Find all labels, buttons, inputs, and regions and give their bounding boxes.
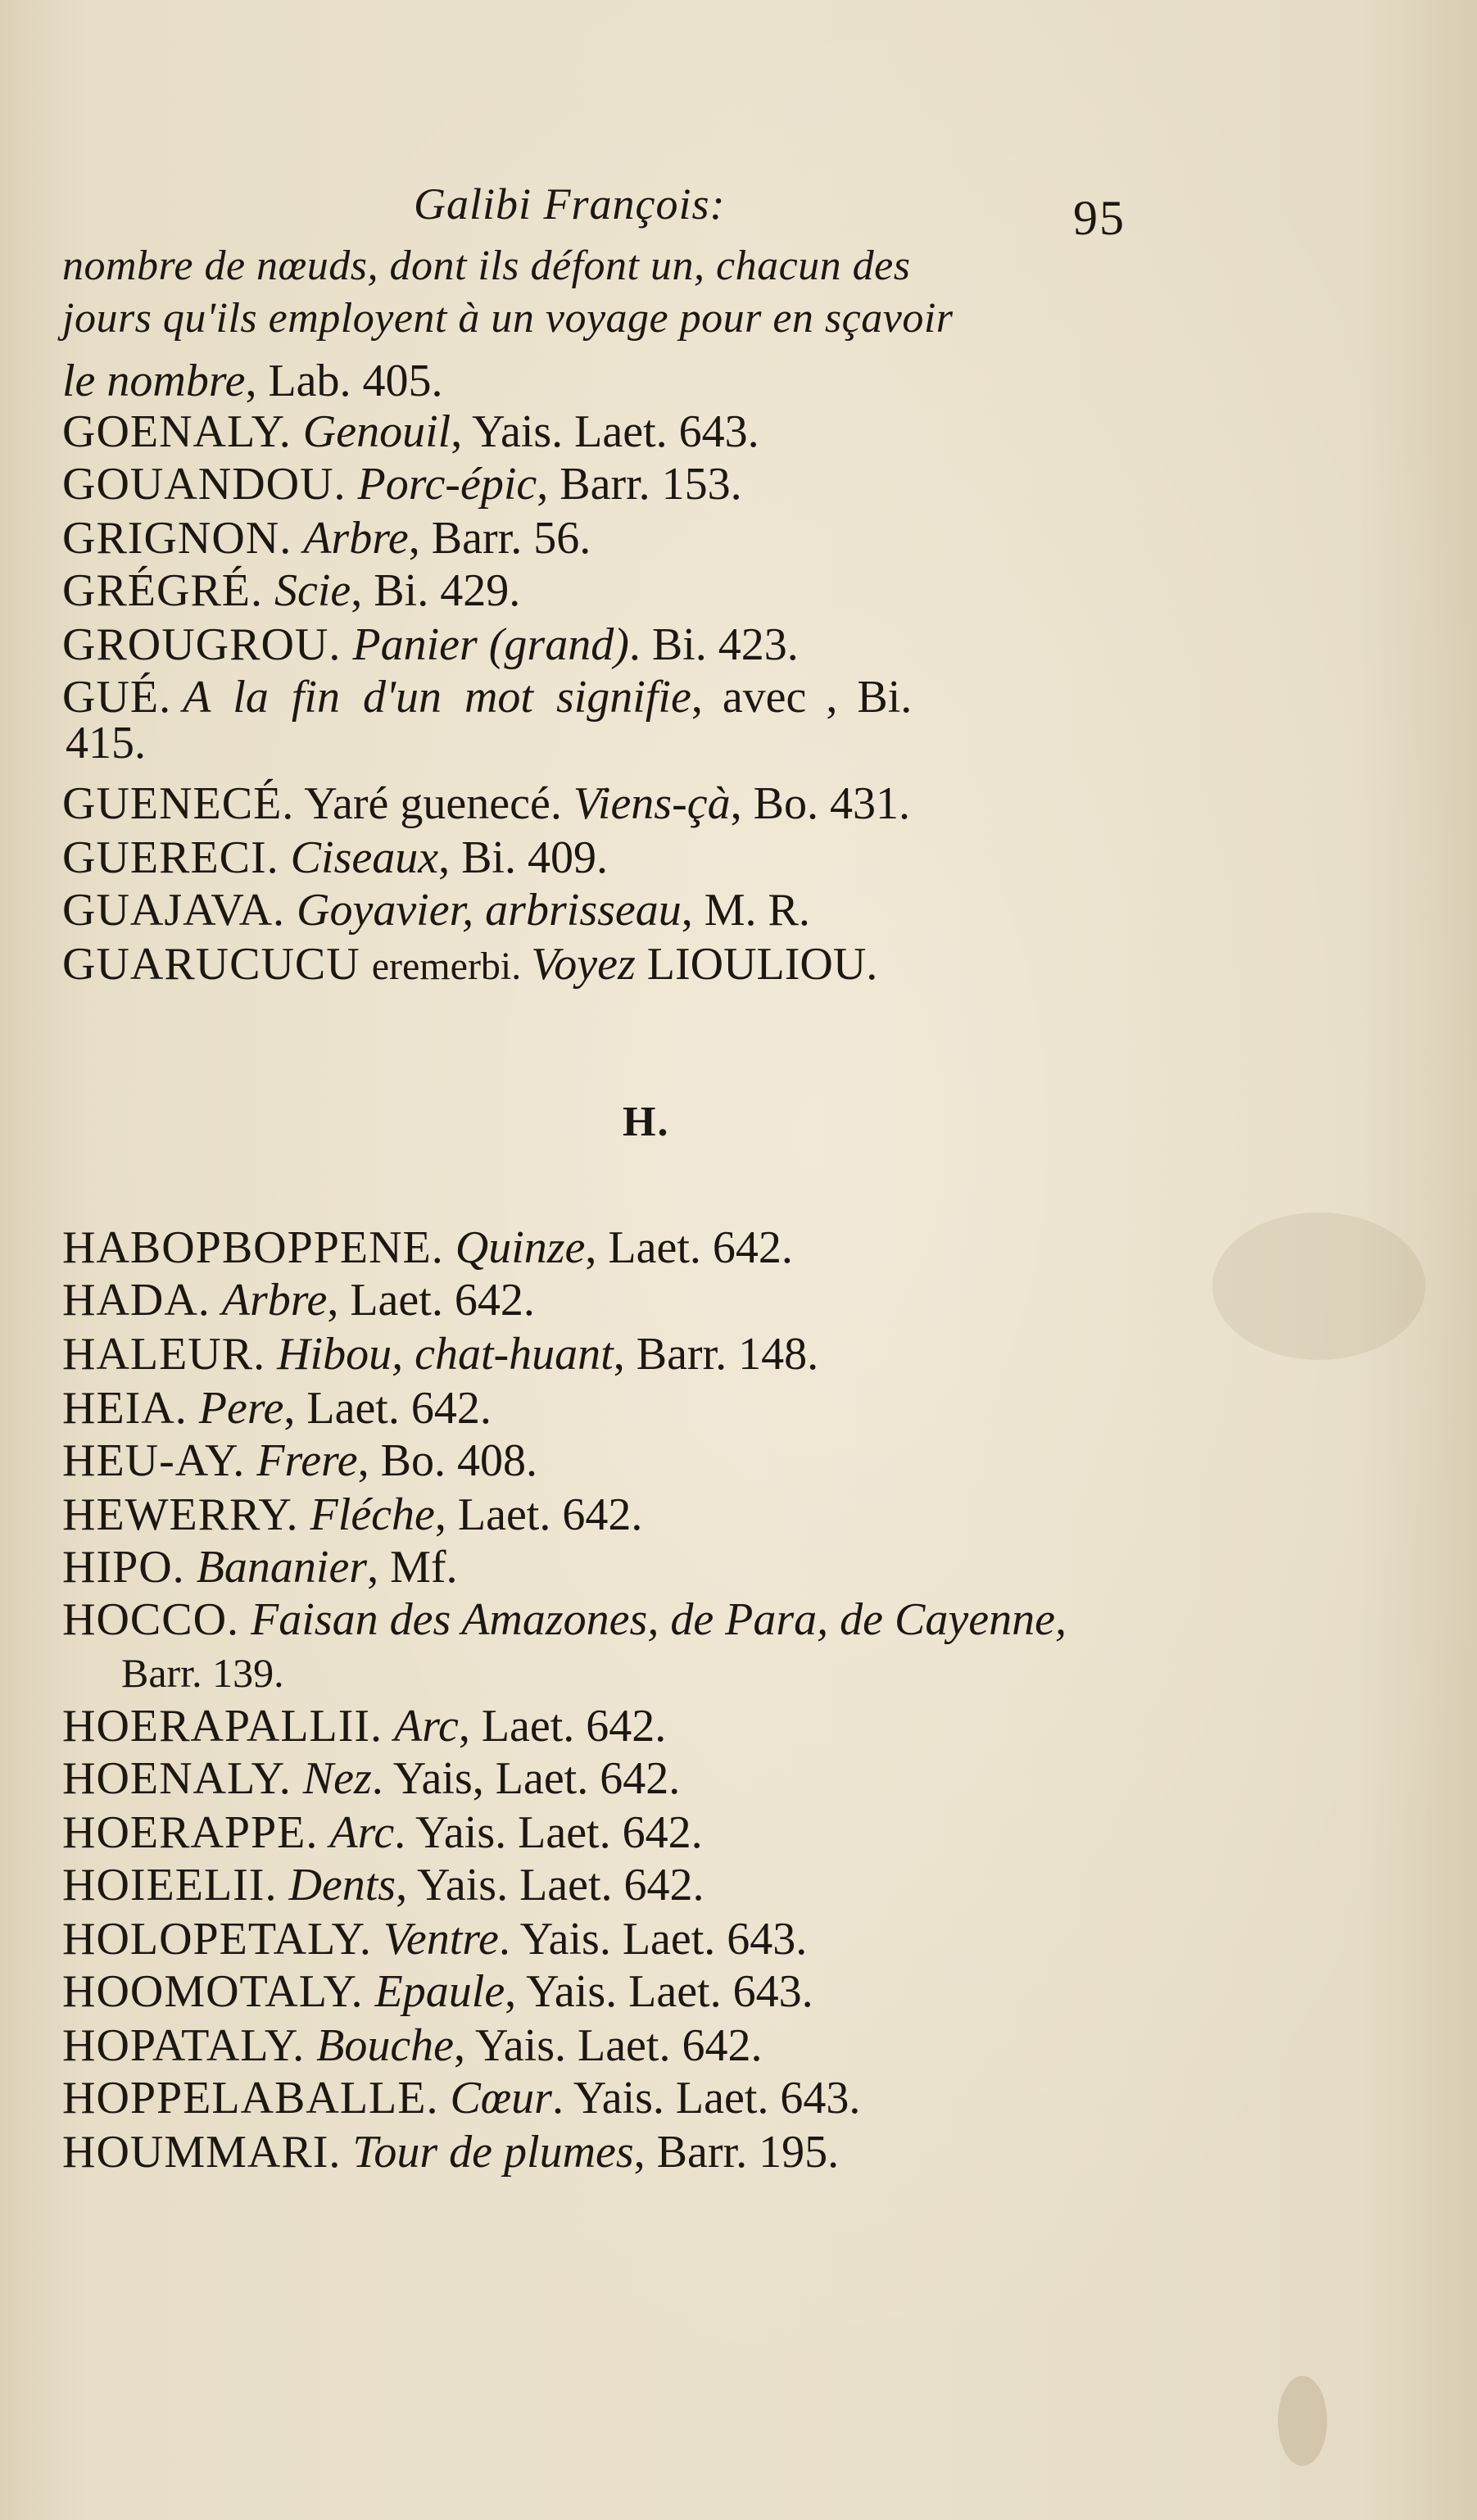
dictionary-entry <box>62 778 1422 829</box>
dictionary-entry <box>62 459 1422 510</box>
dictionary-entry <box>62 1275 1422 1326</box>
dictionary-entry <box>62 885 1422 936</box>
source-ref: , Bo. 431. <box>730 778 910 829</box>
dictionary-entry <box>62 1542 1422 1593</box>
source-ref: , Mf. <box>367 1542 458 1593</box>
source-ref: . Yais. Laet. 643. <box>498 1914 808 1965</box>
definition: Nez <box>302 1753 372 1804</box>
headword: GUAJAVA. <box>62 885 286 936</box>
source-ref: , Barr. 195. <box>633 2127 840 2178</box>
definition: Fléche <box>310 1489 435 1540</box>
headword: GUENECÉ. <box>62 778 295 829</box>
definition: Tour de plumes <box>352 2127 634 2178</box>
source-ref: Barr. 139. <box>121 1650 284 1696</box>
dictionary-entry-continuation <box>121 1647 1477 1697</box>
definition: Bouche <box>316 2020 455 2071</box>
dictionary-entry <box>62 2020 1422 2071</box>
definition: Ventre <box>383 1914 499 1965</box>
headword: GROUGROU. <box>62 619 342 670</box>
definition: Epaule <box>374 1966 505 2017</box>
source-ref: , Laet. 642. <box>434 1489 643 1540</box>
definition: Arbre <box>221 1275 328 1326</box>
source-ref: , Laet. 642. <box>283 1383 492 1434</box>
text-line <box>62 241 1422 292</box>
dictionary-entry <box>62 1966 1422 2017</box>
example-phrase: eremerbi. <box>371 945 532 988</box>
source-ref: , Laet. 642. <box>585 1222 793 1273</box>
dictionary-entry <box>62 2127 1422 2178</box>
definition: Genouil <box>302 406 451 457</box>
definition: Arc <box>329 1807 395 1858</box>
definition: Arbre <box>303 513 409 564</box>
dictionary-entry <box>62 1329 1422 1380</box>
source-ref: , avec , Bi. <box>691 672 913 723</box>
intro-line-2: jours qu'ils employent à un voyage pour en sçavoir <box>62 295 954 342</box>
headword: GOUANDOU. <box>62 459 347 510</box>
section-letter: H. <box>623 1099 670 1145</box>
page-number: 95 <box>1073 191 1126 245</box>
source-ref: , Yais. Laet. 643. <box>451 406 759 457</box>
headword: HADA. <box>62 1275 211 1326</box>
headword: HABOPBOPPENE. <box>62 1222 444 1273</box>
headword: HOPPELABALLE. <box>62 2073 439 2123</box>
dictionary-entry <box>62 939 1422 990</box>
text-line <box>62 356 1422 406</box>
source-ref: , Bi. 429. <box>351 565 521 616</box>
headword: HOOMOTALY. <box>62 1966 364 2017</box>
source-ref: , Bo. 408. <box>357 1435 537 1486</box>
source-ref: . Yais, Laet. 642. <box>371 1753 681 1804</box>
definition: Frere <box>256 1435 358 1486</box>
intro-line-3-source: , Lab. 405. <box>245 356 443 406</box>
headword: GRIGNON. <box>62 513 292 564</box>
headword: HOLOPETALY. <box>62 1914 372 1965</box>
dictionary-entry <box>62 513 1422 564</box>
headword: HOENALY. <box>62 1753 292 1804</box>
headword: GUÉ. <box>62 672 172 723</box>
dictionary-entry <box>62 832 1422 883</box>
headword: HEU-AY. <box>62 1435 246 1486</box>
definition: Viens-çà <box>573 778 731 829</box>
dictionary-entry <box>62 672 1422 723</box>
definition: Cœur <box>450 2073 552 2123</box>
source-ref: , Laet. 642. <box>327 1275 535 1326</box>
source-ref: , Yais. Laet. 643. <box>505 1966 813 2017</box>
source-ref: , Barr. 148. <box>613 1329 819 1380</box>
definition: Porc-épic <box>357 459 537 510</box>
source-ref: . Bi. 423. <box>628 619 799 670</box>
source-ref: 415. <box>66 718 146 768</box>
dictionary-entry <box>62 1594 1422 1645</box>
intro-line-1: nombre de nœuds, dont ils défont un, chacun des <box>62 242 911 289</box>
dictionary-entry <box>62 1807 1422 1858</box>
definition: Scie <box>274 565 351 616</box>
definition: A la fin d'un mot signifie <box>183 672 691 723</box>
page-header <box>0 179 1477 245</box>
dictionary-entry <box>62 1914 1422 1965</box>
definition: Voyez <box>531 939 636 990</box>
headword: HOUMMARI. <box>62 2127 342 2178</box>
intro-line-3-italic: le nombre <box>62 356 246 406</box>
headword: HOERAPPE. <box>62 1807 319 1858</box>
definition: Bananier <box>196 1542 368 1593</box>
dictionary-entry <box>62 406 1422 457</box>
dictionary-entry <box>62 1701 1422 1752</box>
source-ref: . Yais. Laet. 642. <box>394 1807 703 1858</box>
dictionary-entry <box>62 2073 1422 2123</box>
definition: Faisan des Amazones, de Para, de Cayenne, <box>251 1594 1067 1645</box>
source-ref: , M. R. <box>681 885 810 936</box>
headword: HOERAPALLII. <box>62 1701 383 1752</box>
definition: Panier (grand) <box>352 619 629 670</box>
dictionary-entry <box>62 1383 1422 1434</box>
definition: Hibou, chat-huant <box>277 1329 614 1380</box>
text-line <box>62 293 1422 344</box>
source-ref: , Laet. 642. <box>458 1701 667 1752</box>
dictionary-entry <box>62 1222 1422 1273</box>
headword: HEIA. <box>62 1383 188 1434</box>
headword: GOENALY. <box>62 406 292 457</box>
dictionary-entry <box>62 1860 1422 1910</box>
headword: HOIEELII. <box>62 1860 278 1910</box>
definition: Pere <box>198 1383 284 1434</box>
definition: Ciseaux <box>290 832 439 883</box>
source-ref: , Bi. 409. <box>438 832 608 883</box>
dictionary-entry <box>62 1753 1422 1804</box>
definition: Arc <box>394 1701 459 1752</box>
definition: Dents <box>288 1860 396 1910</box>
definition: Goyavier, arbrisseau <box>297 885 682 936</box>
dictionary-entry <box>62 1435 1422 1486</box>
paper-stain <box>1278 2376 1327 2466</box>
headword: HEWERRY. <box>62 1489 299 1540</box>
headword: GRÉGRÉ. <box>62 565 263 616</box>
source-ref: , Yais. Laet. 642. <box>454 2020 763 2071</box>
source-ref: , Barr. 56. <box>408 513 591 564</box>
source-ref: LIOULIOU. <box>635 939 878 990</box>
headword: GUERECI. <box>62 832 279 883</box>
dictionary-entry <box>62 565 1422 616</box>
dictionary-entry-continuation <box>66 718 1425 768</box>
example-phrase: Yaré guenecé. <box>304 778 573 829</box>
source-ref: . Yais. Laet. 643. <box>551 2073 861 2123</box>
headword: HIPO. <box>62 1542 185 1593</box>
headword: HOPATALY. <box>62 2020 306 2071</box>
definition: Quinze <box>455 1222 586 1273</box>
headword: HOCCO. <box>62 1594 240 1645</box>
dictionary-entry <box>62 1489 1422 1540</box>
source-ref: , Barr. 153. <box>537 459 742 510</box>
source-ref: , Yais. Laet. 642. <box>396 1860 705 1910</box>
dictionary-entry <box>62 619 1422 670</box>
headword: HALEUR. <box>62 1329 266 1380</box>
headword: GUARUCUCU <box>62 939 360 990</box>
running-title: Galibi François: <box>414 179 726 229</box>
